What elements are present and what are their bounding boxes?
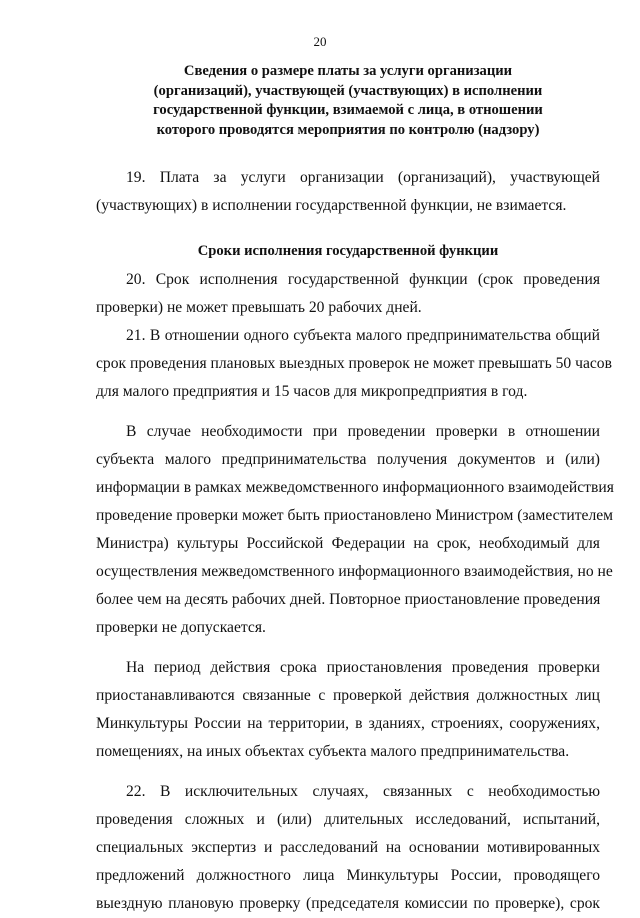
text-line: проверки не допускается. xyxy=(96,618,266,636)
text-line: выездную плановую проверку (председателя комиссии по проверке), срок xyxy=(96,894,600,912)
paragraph-22 xyxy=(96,778,600,918)
paragraph-20 xyxy=(96,266,600,322)
text-line: 21. В отношении одного субъекта малого предпринимательства общий xyxy=(126,326,600,344)
paragraph-21 xyxy=(96,322,612,406)
text-line: 20. Срок исполнения государственной функции (срок проведения xyxy=(126,270,600,288)
heading-line: которого проводятся мероприятия по контролю (надзору) xyxy=(156,121,540,138)
text-line: Министра) культуры Российской Федерации на срок, необходимый для xyxy=(96,534,600,552)
text-line: В случае необходимости при проведении проверки в отношении xyxy=(126,422,600,440)
heading-line: Сроки исполнения государственной функции xyxy=(197,243,499,259)
text-line: проверки) не может превышать 20 рабочих дней. xyxy=(96,298,422,316)
paragraph-suspension xyxy=(96,418,614,642)
text-line: субъекта малого предпринимательства получения документов и (или) xyxy=(96,450,600,468)
text-line: предложений должностного лица Минкультуры России, проводящего xyxy=(96,866,600,884)
text-line: для малого предприятия и 15 часов для микропредприятия в год. xyxy=(96,382,528,400)
text-line: специальных экспертиз и расследований на основании мотивированных xyxy=(96,838,600,856)
text-line: проведение проверки может быть приостановлено Министром (заместителем xyxy=(96,506,614,524)
paragraph-period xyxy=(96,654,600,766)
text-line: помещениях, на иных объектах субъекта малого предпринимательства. xyxy=(96,742,570,760)
section-heading-fee xyxy=(96,62,600,140)
text-line: Минкультуры России на территории, в зданиях, строениях, сооружениях, xyxy=(96,714,600,732)
text-line: 22. В исключительных случаях, связанных с необходимостью xyxy=(126,782,600,800)
text-line: проведения сложных и (или) длительных исследований, испытаний, xyxy=(96,810,600,828)
page-number: 20 xyxy=(313,34,327,49)
text-line: На период действия срока приостановления проведения проверки xyxy=(126,658,600,676)
heading-line: (организаций), участвующей (участвующих) в исполнении xyxy=(153,82,543,99)
text-line: (участвующих) в исполнении государственной функции, не взимается. xyxy=(96,197,567,214)
text-line: 19. Плата за услуги организации (организаций), участвующей xyxy=(126,169,600,186)
text-line: информации в рамках межведомственного информационного взаимодействия xyxy=(96,478,614,496)
heading-line: государственной функции, взимаемой с лица, в отношении xyxy=(153,102,543,118)
text-line: более чем на десять рабочих дней. Повторное приостановление проведения xyxy=(96,590,601,608)
text-line: приостанавливаются связанные с проверкой действия должностных лиц xyxy=(96,686,600,704)
paragraph-19 xyxy=(96,164,600,220)
text-line: осуществления межведомственного информационного взаимодействия, но не xyxy=(96,562,613,580)
text-line: срок проведения плановых выездных проверок не может превышать 50 часов xyxy=(96,354,612,372)
heading-line: Сведения о размере платы за услуги организации xyxy=(183,63,513,79)
document-body xyxy=(96,62,614,918)
section-heading-terms xyxy=(96,242,600,262)
